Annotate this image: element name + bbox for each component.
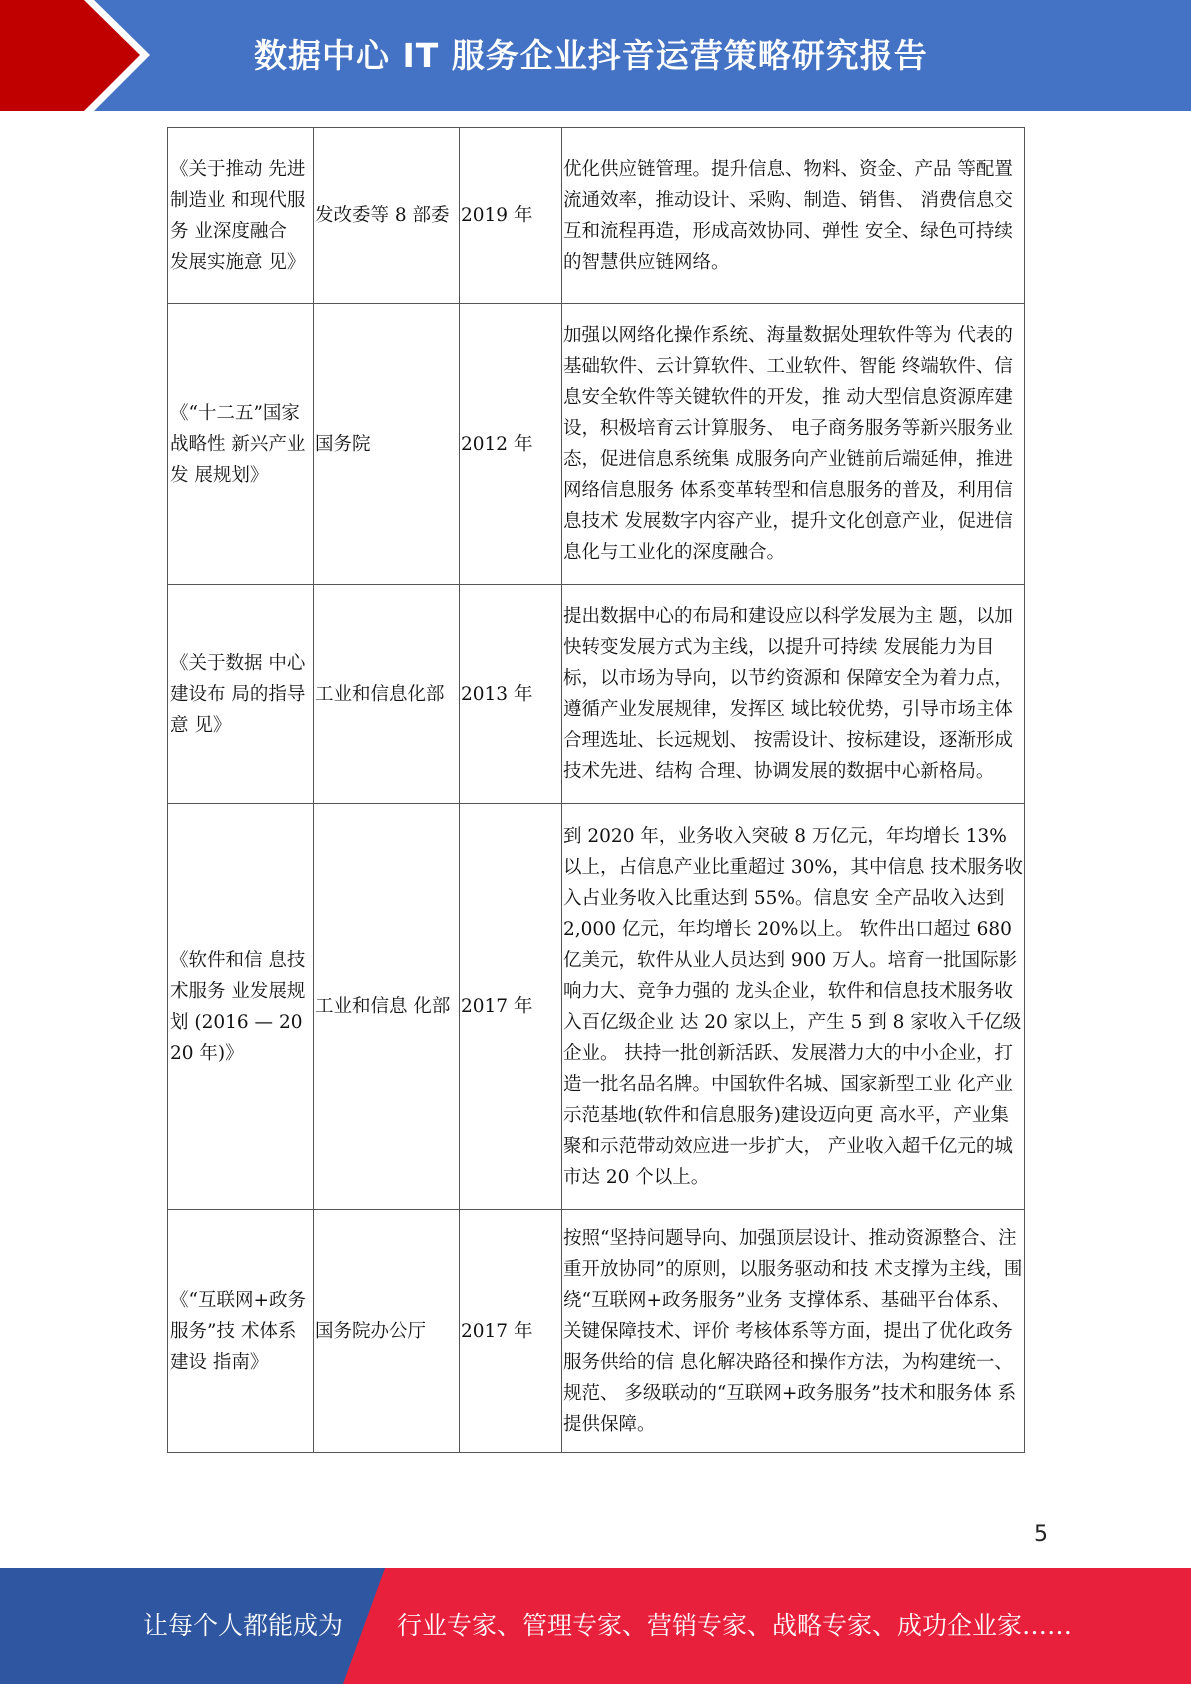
issuer-cell: 工业和信息化部 (314, 585, 460, 804)
page-number: 5 (1034, 1522, 1048, 1547)
year-cell: 2012 年 (460, 304, 562, 585)
year-cell: 2019 年 (460, 128, 562, 304)
policy-name-cell: 《“互联网+政务服务”技 术体系建设 指南》 (168, 1210, 314, 1453)
header-red-arrow (0, 0, 140, 111)
report-title: 数据中心 IT 服务企业抖音运营策略研究报告 (254, 36, 928, 75)
page-header (0, 0, 1191, 111)
policy-name-cell: 《软件和信 息技术服务 业发展规划 (2016 — 2020 年)》 (168, 804, 314, 1210)
policy-table (167, 127, 1025, 1453)
content-cell: 按照“坚持问题导向、加强顶层设计、推动资源整合、注重开放协同”的原则，以服务驱动和技 术支撑为主线，围绕“互联网+政务服务”业务 支撑体系、基础平台体系、关键保障技术、评价 考核体系等方面，提出了优化政务服务供给的信 息化解决路径和操作方法，为构建统一、规范、 多级联动的“互联网+政务服务”技术和服务体 系提供保障。 (562, 1210, 1025, 1453)
table-row (168, 1210, 1025, 1453)
policy-name-cell: 《关于推动 先进制造业 和现代服务 业深度融合 发展实施意 见》 (168, 128, 314, 304)
issuer-cell: 发改委等 8 部委 (314, 128, 460, 304)
footer-slogan-right: 行业专家、管理专家、营销专家、战略专家、成功企业家…… (397, 1611, 1073, 1640)
page-footer (0, 1568, 1191, 1684)
issuer-cell: 国务院办公厅 (314, 1210, 460, 1453)
footer-slogan-left: 让每个人都能成为 (143, 1611, 344, 1640)
year-cell: 2017 年 (460, 804, 562, 1210)
year-cell: 2013 年 (460, 585, 562, 804)
year-cell: 2017 年 (460, 1210, 562, 1453)
content-cell: 到 2020 年，业务收入突破 8 万亿元，年均增长 13%以上，占信息产业比重超过 30%，其中信息 技术服务收入占业务收入比重达到 55%。信息安 全产品收入达到 2,000 亿元，年均增长 20%以上。 软件出口超过 680 亿美元，软件从业人员达到 900 万人。培育一批国际影响力大、竞争力强的 龙头企业，软件和信息技术服务收入百亿级企业 达 20 家以上，产生 5 到 8 家收入千亿级企业。 扶持一批创新活跃、发展潜力大的中小企业，打 造一批名品名牌。中国软件名城、国家新型工业 化产业示范基地(软件和信息服务)建设迈向更 高水平，产业集聚和示范带动效应进一步扩大， 产业收入超千亿元的城市达 20 个以上。 (562, 804, 1025, 1210)
policy-name-cell: 《关于数据 中心建设布 局的指导意 见》 (168, 585, 314, 804)
policy-name-cell: 《“十二五”国家战略性 新兴产业发 展规划》 (168, 304, 314, 585)
issuer-cell: 工业和信息 化部 (314, 804, 460, 1210)
content-cell: 优化供应链管理。提升信息、物料、资金、产品 等配置流通效率，推动设计、采购、制造、销售、 消费信息交互和流程再造，形成高效协同、弹性 安全、绿色可持续的智慧供应链网络。 (562, 128, 1025, 304)
table-row (168, 585, 1025, 804)
table-row (168, 804, 1025, 1210)
content-cell: 加强以网络化操作系统、海量数据处理软件等为 代表的基础软件、云计算软件、工业软件、智能 终端软件、信息安全软件等关键软件的开发，推 动大型信息资源库建设，积极培育云计算服务、 电子商务服务等新兴服务业态，促进信息系统集 成服务向产业链前后端延伸，推进网络信息服务 体系变革转型和信息服务的普及，利用信息技术 发展数字内容产业，提升文化创意产业，促进信 息化与工业化的深度融合。 (562, 304, 1025, 585)
table-row (168, 128, 1025, 304)
issuer-cell: 国务院 (314, 304, 460, 585)
content-cell: 提出数据中心的布局和建设应以科学发展为主 题，以加快转变发展方式为主线，以提升可持续 发展能力为目标，以市场为导向，以节约资源和 保障安全为着力点，遵循产业发展规律，发挥区 域比较优势，引导市场主体合理选址、长远规划、 按需设计、按标建设，逐渐形成技术先进、结构 合理、协调发展的数据中心新格局。 (562, 585, 1025, 804)
table-row (168, 304, 1025, 585)
